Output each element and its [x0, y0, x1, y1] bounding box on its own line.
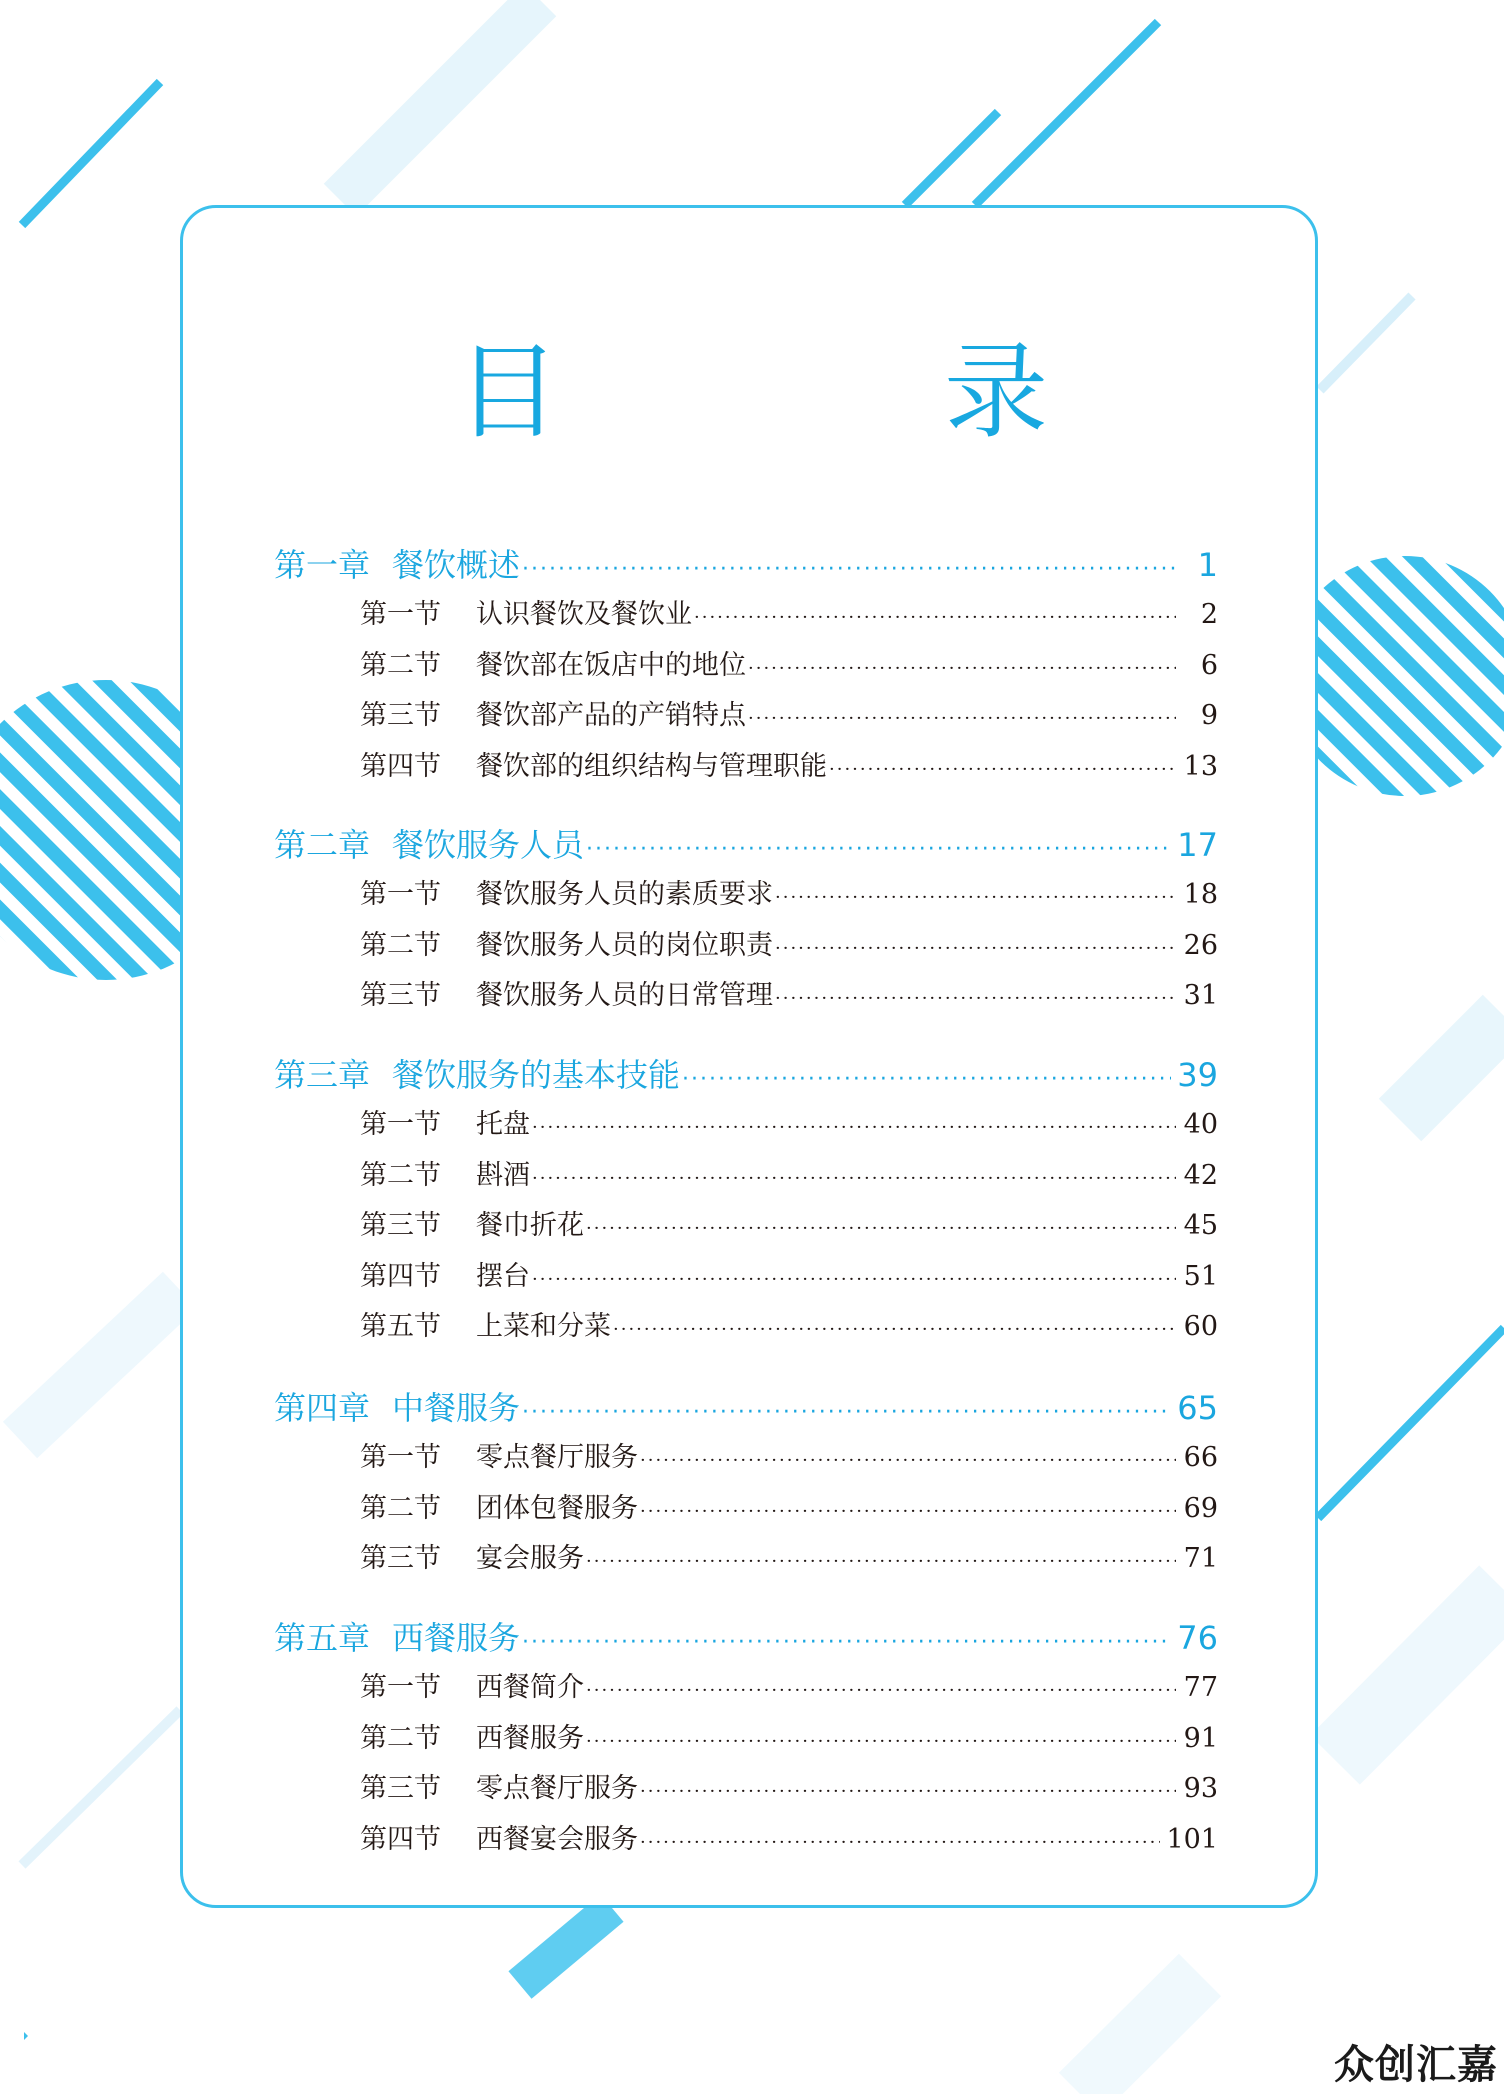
toc-section-row[interactable]: [274, 923, 1218, 969]
dot-leader: [532, 1257, 1176, 1300]
toc-section-row[interactable]: [274, 1102, 1218, 1148]
dot-leader: [694, 595, 1176, 638]
section-number: 第二节: [360, 1159, 441, 1191]
section-title: 斟酒: [476, 1159, 530, 1191]
dot-leader: [748, 646, 1176, 689]
chapter-page-number: 1: [1197, 546, 1218, 584]
dot-leader: [775, 875, 1176, 918]
section-page-number: 18: [1183, 879, 1218, 910]
chapter-title: 西餐服务: [392, 1619, 521, 1657]
section-title: 西餐简介: [476, 1672, 584, 1703]
section-page-number: 66: [1183, 1442, 1218, 1473]
section-title: 餐饮服务人员的日常管理: [476, 980, 773, 1011]
section-title: 餐饮部的组织结构与管理职能: [476, 750, 827, 782]
toc-section-row[interactable]: [274, 1203, 1218, 1249]
chapter-page-number: 76: [1177, 1619, 1218, 1657]
section-title: 宴会服务: [476, 1543, 584, 1574]
toc-section-row[interactable]: [274, 1665, 1218, 1711]
section-page-number: 101: [1166, 1823, 1218, 1855]
dot-leader: [748, 696, 1176, 739]
toc-section-row[interactable]: [274, 1435, 1218, 1481]
section-title: 认识餐饮及餐饮业: [476, 599, 692, 630]
dot-leader: [775, 926, 1176, 969]
chapter-number: 第三章: [274, 1056, 371, 1094]
dot-leader: [640, 1489, 1176, 1532]
section-number: 第一节: [360, 599, 441, 630]
dot-leader: [775, 976, 1176, 1019]
toc-chapter-row[interactable]: [274, 1050, 1218, 1100]
dot-leader: [586, 1719, 1176, 1762]
dot-leader: [640, 1769, 1176, 1812]
dot-leader: [532, 1105, 1176, 1148]
chapter-number: 第一章: [274, 546, 371, 584]
section-page-number: 60: [1183, 1311, 1218, 1342]
chapter-title: 餐饮服务的基本技能: [392, 1056, 681, 1094]
section-page-number: 93: [1183, 1773, 1218, 1804]
chapter-page-number: 39: [1177, 1056, 1218, 1094]
section-page-number: 9: [1200, 700, 1218, 731]
section-number: 第三节: [360, 1210, 441, 1241]
watermark-brand: 众创汇嘉: [1334, 2042, 1498, 2088]
section-number: 第三节: [360, 980, 441, 1011]
section-page-number: 26: [1183, 929, 1218, 961]
section-title: 摆台: [476, 1260, 530, 1292]
toc-section-row[interactable]: [274, 1766, 1218, 1812]
section-title: 零点餐厅服务: [476, 1442, 638, 1473]
dot-leader: [522, 1618, 1171, 1663]
section-number: 第四节: [360, 1260, 441, 1292]
dot-leader: [640, 1438, 1176, 1481]
toc-chapter-row[interactable]: [274, 820, 1218, 870]
section-number: 第五节: [360, 1311, 441, 1342]
toc-section-row[interactable]: [274, 1817, 1218, 1863]
dot-leader: [613, 1307, 1176, 1350]
chapter-page-number: 17: [1177, 826, 1218, 864]
section-number: 第一节: [360, 879, 441, 910]
section-page-number: 6: [1200, 649, 1218, 681]
dot-leader: [586, 1539, 1176, 1582]
toc-section-row[interactable]: [274, 643, 1218, 689]
chapter-page-number: 65: [1177, 1389, 1218, 1427]
section-title: 西餐服务: [476, 1722, 584, 1754]
toc-chapter-row[interactable]: [274, 1613, 1218, 1663]
chapter-title: 餐饮概述: [392, 546, 521, 584]
toc-section-row[interactable]: [274, 744, 1218, 790]
section-title: 零点餐厅服务: [476, 1773, 638, 1804]
dot-leader: [586, 1206, 1176, 1249]
section-title: 餐饮部产品的产销特点: [476, 700, 746, 731]
section-page-number: 77: [1183, 1672, 1218, 1703]
toc-chapter-row[interactable]: [274, 1383, 1218, 1433]
page-title: 目 录: [455, 331, 1188, 453]
section-number: 第二节: [360, 929, 441, 961]
section-title: 上菜和分菜: [476, 1311, 611, 1342]
chapter-number: 第二章: [274, 826, 371, 864]
section-title: 餐饮服务人员的素质要求: [476, 879, 773, 910]
dot-leader: [640, 1820, 1160, 1863]
dot-leader: [586, 1668, 1176, 1711]
section-page-number: 51: [1183, 1260, 1218, 1292]
toc-section-row[interactable]: [274, 1536, 1218, 1582]
section-page-number: 45: [1183, 1210, 1218, 1241]
section-page-number: 42: [1183, 1159, 1218, 1191]
section-page-number: 31: [1183, 980, 1218, 1011]
dot-leader: [532, 1156, 1176, 1199]
toc-section-row[interactable]: [274, 1716, 1218, 1762]
section-title: 餐饮服务人员的岗位职责: [476, 929, 773, 961]
toc-section-row[interactable]: [274, 1486, 1218, 1532]
section-title: 餐饮部在饭店中的地位: [476, 649, 746, 681]
section-number: 第一节: [360, 1109, 441, 1140]
toc-section-row[interactable]: [274, 592, 1218, 638]
chapter-title: 餐饮服务人员: [392, 826, 585, 864]
toc-section-row[interactable]: [274, 1153, 1218, 1199]
section-number: 第三节: [360, 1773, 441, 1804]
section-title: 托盘: [476, 1109, 530, 1140]
section-page-number: 2: [1200, 599, 1218, 630]
section-number: 第三节: [360, 700, 441, 731]
section-number: 第四节: [360, 750, 441, 782]
dot-leader: [682, 1055, 1171, 1100]
section-title: 餐巾折花: [476, 1210, 584, 1241]
chapter-number: 第四章: [274, 1389, 371, 1427]
section-page-number: 71: [1183, 1543, 1218, 1574]
dot-leader: [829, 747, 1176, 790]
toc-section-row[interactable]: [274, 973, 1218, 1019]
section-number: 第一节: [360, 1672, 441, 1703]
section-number: 第二节: [360, 1722, 441, 1754]
toc-chapter-row[interactable]: [274, 540, 1218, 590]
dot-leader: [522, 545, 1176, 590]
toc-section-row[interactable]: [274, 693, 1218, 739]
chapter-number: 第五章: [274, 1619, 371, 1657]
section-number: 第三节: [360, 1543, 441, 1574]
section-page-number: 40: [1183, 1109, 1218, 1140]
section-title: 西餐宴会服务: [476, 1823, 638, 1855]
toc-section-row[interactable]: [274, 1304, 1218, 1350]
chapter-title: 中餐服务: [392, 1389, 521, 1427]
dot-leader: [586, 825, 1171, 870]
section-page-number: 69: [1183, 1492, 1218, 1524]
section-number: 第四节: [360, 1823, 441, 1855]
section-page-number: 91: [1183, 1722, 1218, 1754]
section-number: 第一节: [360, 1442, 441, 1473]
toc-section-row[interactable]: [274, 1254, 1218, 1300]
toc-section-row[interactable]: [274, 872, 1218, 918]
dot-leader: [522, 1388, 1171, 1433]
section-number: 第二节: [360, 649, 441, 681]
section-page-number: 13: [1183, 750, 1218, 782]
section-title: 团体包餐服务: [476, 1492, 638, 1524]
section-number: 第二节: [360, 1492, 441, 1524]
